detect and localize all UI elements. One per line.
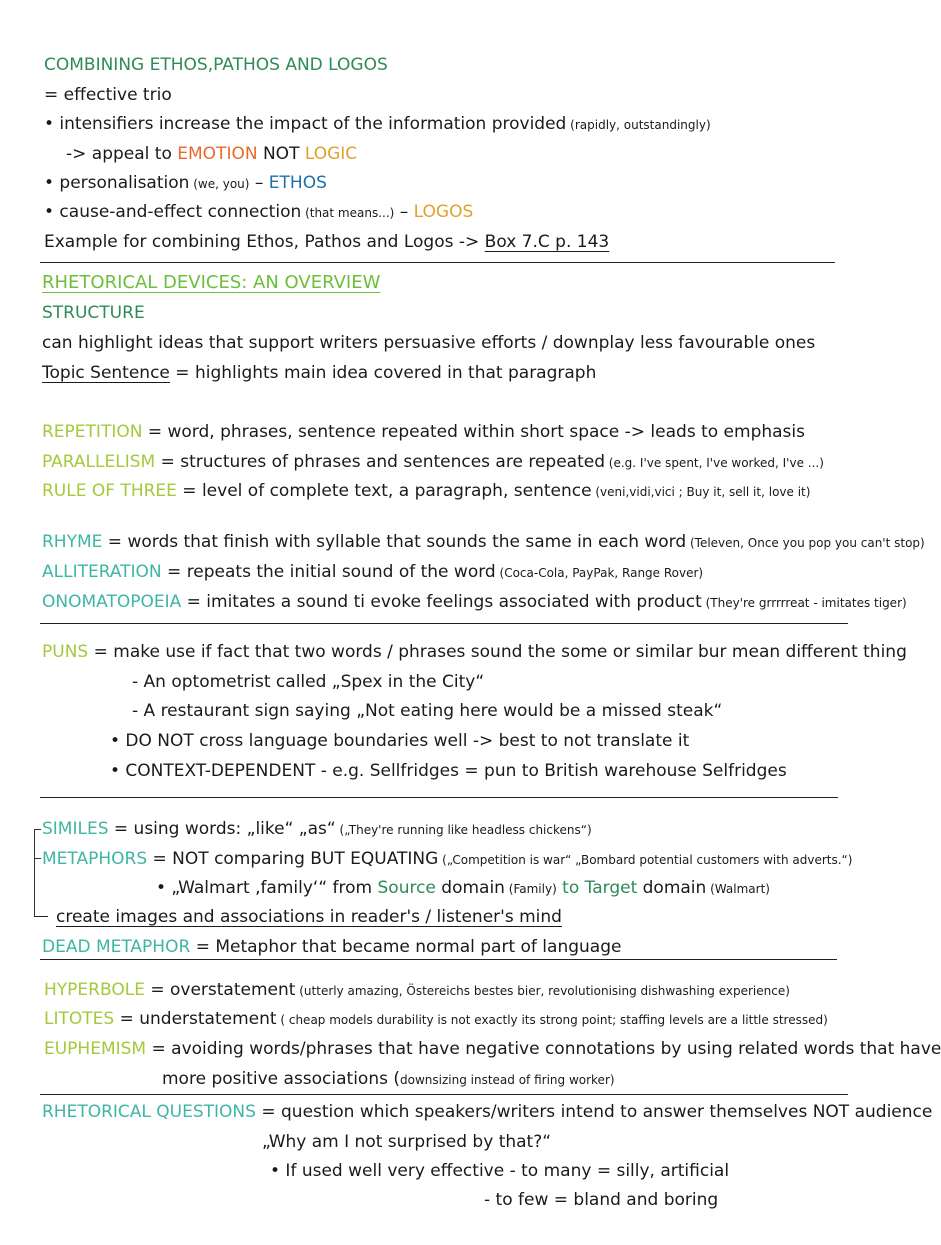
walmart-example [156,877,770,900]
logos-label: LOGOS [413,202,474,222]
pun-example-restaurant: - A restaurant sign saying „Not eating here would be a missed steak“ [132,701,723,721]
metaphors-line [42,848,852,871]
repetition-line [42,421,805,443]
images-associations: create images and associations in reader's / listener's mind [56,907,562,927]
topic-sentence-def: = highlights main idea covered in that paragraph [169,363,597,383]
pun-example-optometrist: - An optometrist called „Spex in the City“ [132,672,485,692]
target-term: to Target [556,878,638,898]
hyperbole-line [44,979,790,1002]
parallelism-example: (e.g. I've spent, I've worked, I've ...) [604,456,824,470]
alliteration-example: (Coca-Cola, PayPak, Range Rover) [495,566,704,580]
bracket-tick [34,916,48,917]
bullet-cause-effect [44,201,473,224]
example-text: Example for combining Ethos, Pathos and Logos -> [44,232,485,252]
litotes-line [44,1008,828,1031]
rhyme-term: RHYME [42,532,103,552]
logic-label: LOGIC [304,144,358,164]
repetition-term: REPETITION [42,422,143,442]
dead-metaphor-term: DEAD METAPHOR [42,937,191,957]
hyperbole-term: HYPERBOLE [44,980,145,1000]
divider [40,623,848,624]
appeal-line [66,143,357,165]
alliteration-term: ALLITERATION [42,562,162,582]
rhetorical-questions-line [42,1101,932,1123]
bullet-personalisation [44,172,327,195]
walmart-note: (Walmart) [706,882,770,896]
litotes-example: ( cheap models durability is not exactly its strong point; staffing levels are a little stressed) [276,1013,828,1027]
litotes-def: = understatement [114,1009,277,1029]
dash: – [249,173,269,193]
metaphors-term: METAPHORS [42,849,148,869]
euphemism-example: downsizing instead of firing worker) [400,1073,615,1087]
ethos-label: ETHOS [268,173,327,193]
example-text: (we, you) [189,177,250,191]
repetition-def: = word, phrases, sentence repeated within short space -> leads to emphasis [142,422,805,442]
puns-term: PUNS [42,642,89,662]
rhetorical-questions-def: = question which speakers/writers intend to answer themselves NOT audience [255,1102,933,1122]
pun-note-translation: • DO NOT cross language boundaries well -> best to not translate it [110,731,690,751]
euphemism-term: EUPHEMISM [44,1039,147,1059]
dash: – [394,202,414,222]
metaphors-def: = NOT comparing BUT EQUATING [147,849,439,869]
similes-term: SIMILES [42,819,109,839]
parallelism-term: PARALLELISM [42,452,156,472]
dead-metaphor-def: = Metaphor that became normal part of language [190,937,622,957]
example-text: (rapidly, outstandingly) [566,118,711,132]
onomatopoeia-term: ONOMATOPOEIA [42,592,182,612]
alliteration-def: = repeats the initial sound of the word [161,562,496,582]
walmart-text: • „Walmart ‚family‘“ from [156,878,378,898]
puns-def: = make use if fact that two words / phrases sound the some or similar bur mean different thing [88,642,907,662]
onomatopoeia-example: (They're grrrrreat - imitates tiger) [701,596,907,610]
structure-description: can highlight ideas that support writers persuasive efforts / downplay less favourable ones [42,333,816,353]
puns-line [42,641,907,663]
heading-rhetorical-devices: RHETORICAL DEVICES: AN OVERVIEW [42,272,381,293]
example-reference [44,231,609,253]
hyperbole-example: (utterly amazing, Östereichs bestes bier, revolutionising dishwashing experience) [295,984,790,998]
hyperbole-def: = overstatement [144,980,296,1000]
rhetorical-question-example: „Why am I not surprised by that?“ [262,1132,552,1152]
bullet-text: • cause-and-effect connection [44,202,302,222]
euphemism-continuation [162,1068,615,1091]
topic-sentence-line [42,362,596,384]
box-reference: Box 7.C p. 143 [484,232,610,252]
example-text: (that means...) [301,206,395,220]
parallelism-def: = structures of phrases and sentences are repeated [155,452,605,472]
family-note: (Family) [504,882,557,896]
domain-text: domain [435,878,505,898]
onomatopoeia-def: = imitates a sound ti evoke feelings associated with product [181,592,702,612]
divider [40,797,838,798]
euphemism-line [44,1038,941,1060]
rhyme-line [42,531,925,554]
bullet-intensifiers [44,113,711,136]
rq-effect-few: - to few = bland and boring [484,1190,719,1210]
source-term: Source [377,878,436,898]
alliteration-line [42,561,703,584]
similes-example: („They're running like headless chickens“) [335,823,592,837]
similes-def: = using words: „like“ „as“ [108,819,336,839]
divider [40,1094,848,1095]
heading-structure: STRUCTURE [42,303,145,323]
not-text: NOT [257,144,305,164]
divider [40,959,837,960]
euphemism-def: = avoiding words/phrases that have negative connotations by using related words that have [146,1039,941,1059]
topic-sentence-term: Topic Sentence [42,363,170,383]
rq-effect-many: • If used well very effective - to many = silly, artificial [270,1161,730,1181]
litotes-term: LITOTES [44,1009,115,1029]
metaphors-example: („Competition is war“ „Bombard potential customers with adverts.“) [438,853,853,867]
onomatopoeia-line [42,591,907,614]
pun-note-context: • CONTEXT-DEPENDENT - e.g. Sellfridges = pun to British warehouse Selfridges [110,761,787,781]
rule-of-three-example: (veni,vidi,vici ; Buy it, sell it, love it) [591,485,811,499]
text-effective-trio: = effective trio [44,85,172,105]
bracket-metaphors-images [34,858,41,916]
domain-text-2: domain [637,878,707,898]
bullet-text: • personalisation [44,173,190,193]
dead-metaphor-line [42,936,621,958]
heading-ethos-pathos-logos: COMBINING ETHOS,PATHOS AND LOGOS [44,55,388,75]
divider [40,262,835,263]
rule-of-three-def: = level of complete text, a paragraph, sentence [176,481,592,501]
parallelism-line [42,451,824,474]
bullet-text: • intensifiers increase the impact of the information provided [44,114,567,134]
rhetorical-questions-term: RHETORICAL QUESTIONS [42,1102,256,1122]
rhyme-def: = words that finish with syllable that sounds the same in each word [102,532,687,552]
rule-of-three-term: RULE OF THREE [42,481,177,501]
rule-of-three-line [42,480,810,503]
similes-line [42,818,592,841]
euphemism-def-2: more positive associations ( [162,1069,400,1089]
rhyme-example: (Televen, Once you pop you can't stop) [686,536,925,550]
emotion-label: EMOTION [177,144,258,164]
bracket-similes-metaphors [34,829,41,859]
appeal-text: -> appeal to [66,144,178,164]
